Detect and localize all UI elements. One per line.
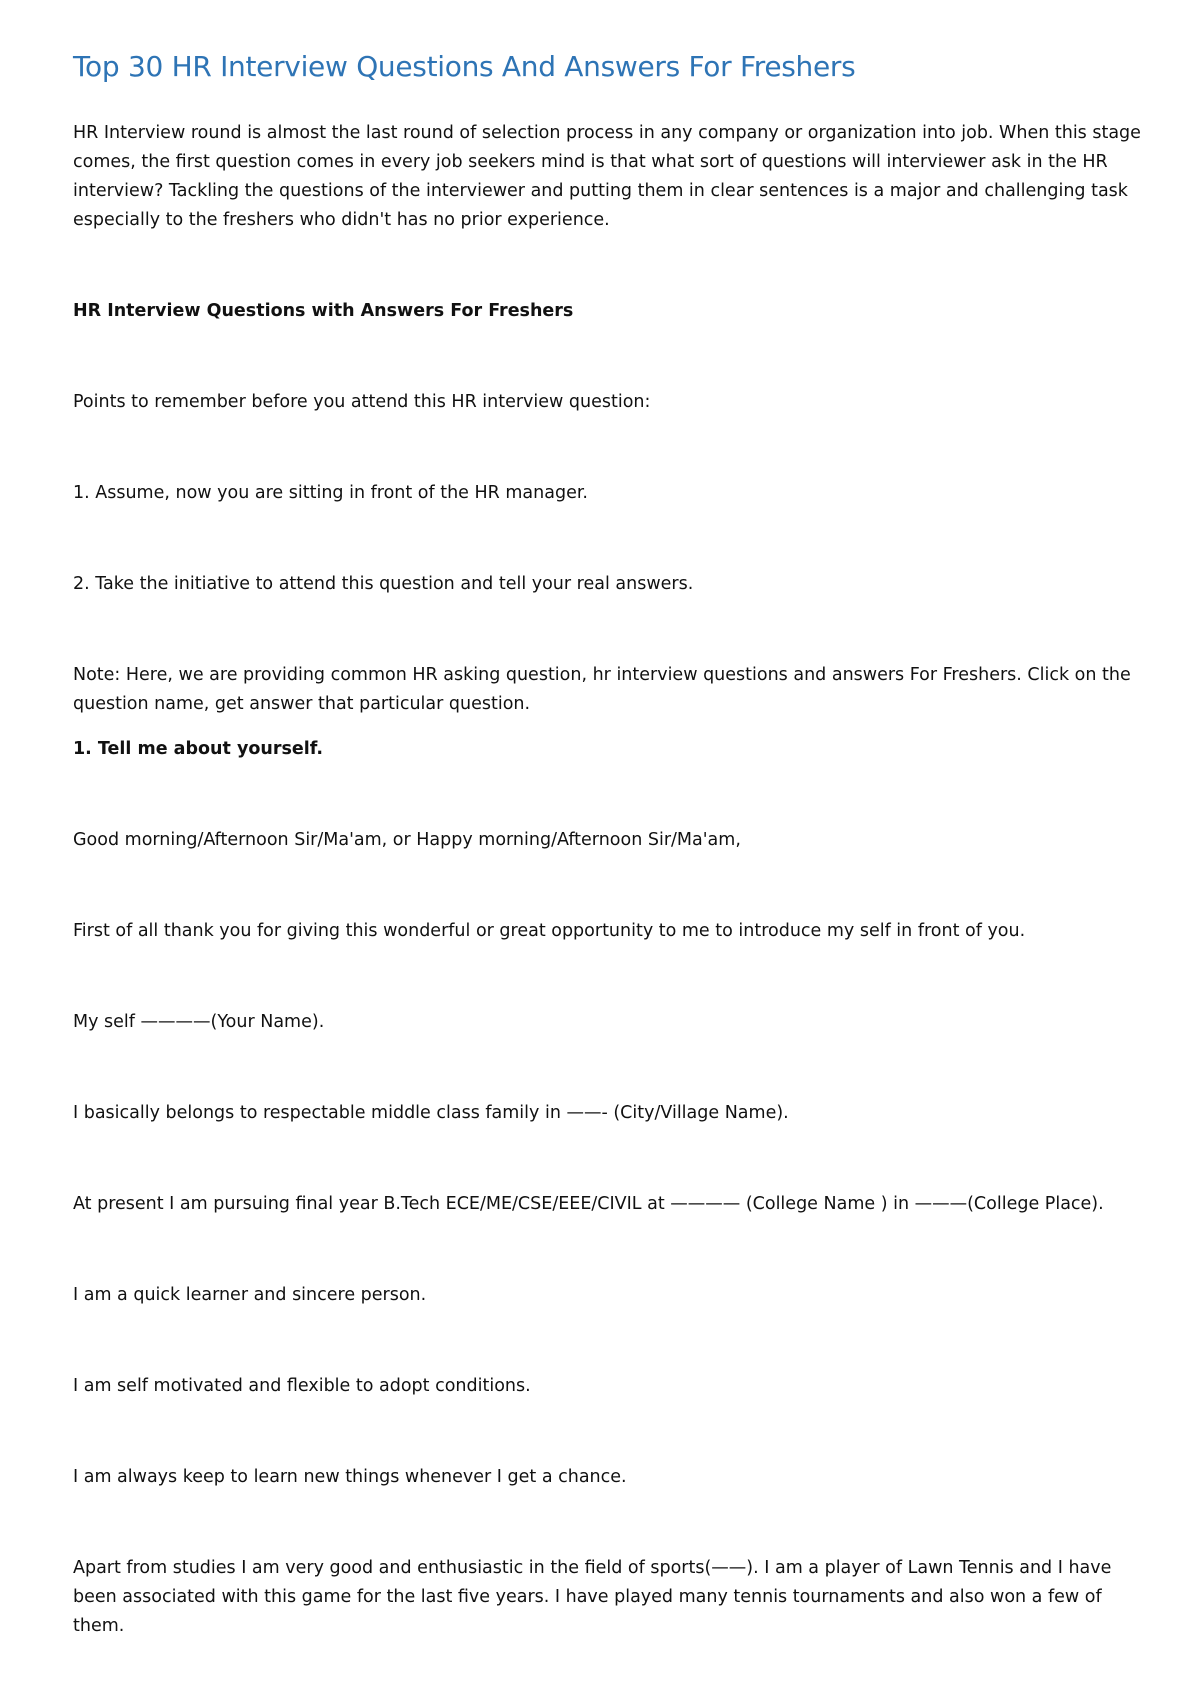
answer-line: At present I am pursuing final year B.Tech ECE/ME/CSE/EEE/CIVIL at ———— (College Name ) in ———(College Place).	[73, 1194, 1104, 1214]
answer-line: I am always keep to learn new things whenever I get a chance.	[73, 1467, 627, 1487]
answer-line: First of all thank you for giving this wonderful or great opportunity to me to introduce my self in front of you.	[73, 921, 1026, 941]
answer-line: My self ————(Your Name).	[73, 1012, 325, 1032]
answer-line: I am a quick learner and sincere person.	[73, 1285, 427, 1305]
answer-line: Apart from studies I am very good and enthusiastic in the field of sports(——). I am a player of Lawn Tennis and I have been associated with this game for the last five years. I have played many tennis tournaments and also won a few of them.	[73, 1558, 1112, 1636]
point-item: 2. Take the initiative to attend this question and tell your real answers.	[73, 574, 694, 594]
question-heading: 1. Tell me about yourself.	[73, 739, 324, 759]
page-title: Top 30 HR Interview Questions And Answers For Freshers	[73, 50, 856, 83]
section-heading: HR Interview Questions with Answers For Freshers	[73, 301, 574, 321]
intro-paragraph: HR Interview round is almost the last round of selection process in any company or organization into job. When this stage comes, the first question comes in every job seekers mind is that what sort of questions will interviewer ask in the HR interview? Tackling the questions of the interviewer and putting them in clear sentences is a major and challenging task especially to the freshers who didn't has no prior experience.	[73, 123, 1141, 230]
answer-line: I am self motivated and flexible to adopt conditions.	[73, 1376, 531, 1396]
note-paragraph: Note: Here, we are providing common HR asking question, hr interview questions and answers For Freshers. Click on the question name, get answer that particular question.	[73, 665, 1131, 714]
answer-line: Good morning/Afternoon Sir/Ma'am, or Happy morning/Afternoon Sir/Ma'am,	[73, 830, 741, 850]
answer-line: I basically belongs to respectable middle class family in ——- (City/Village Name).	[73, 1103, 789, 1123]
point-item: 1. Assume, now you are sitting in front of the HR manager.	[73, 483, 588, 503]
points-intro: Points to remember before you attend this HR interview question:	[73, 392, 651, 412]
